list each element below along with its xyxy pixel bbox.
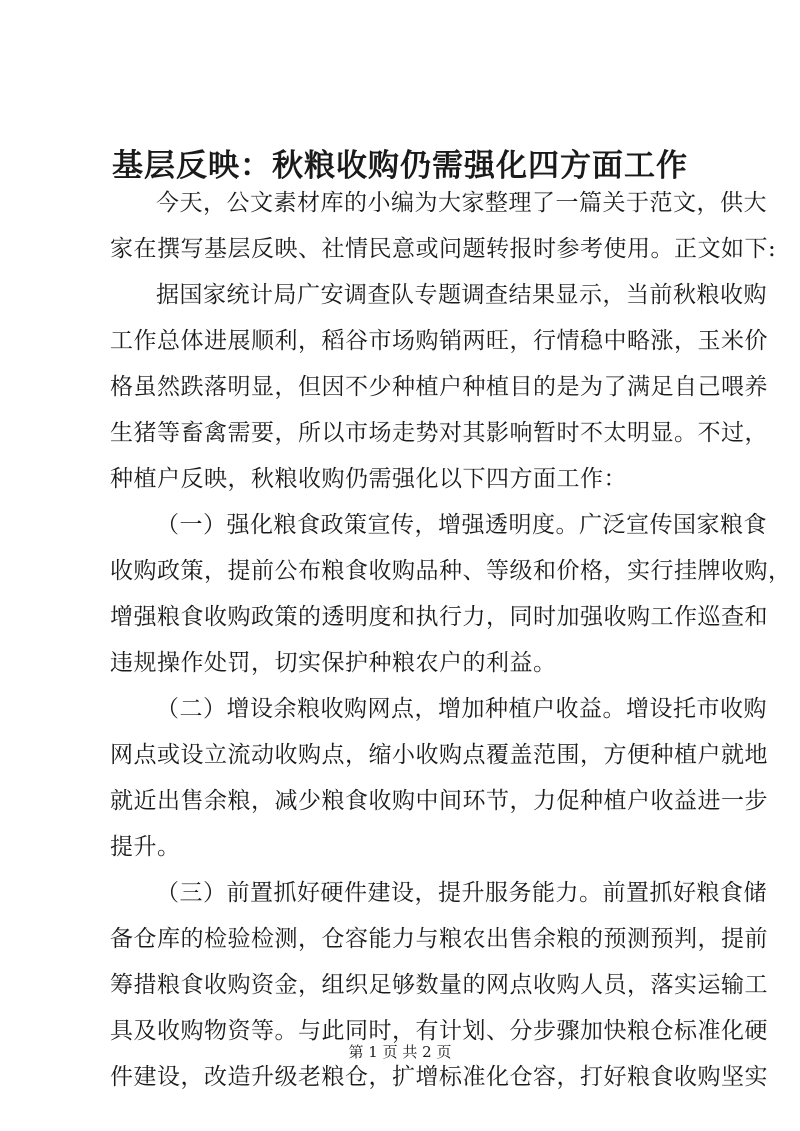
paragraph-4-line-3: 就近出售余粮，减少粮食收购中间环节，力促种植户收益进一步 xyxy=(110,788,768,814)
paragraph-2-line-3: 格虽然跌落明显，但因不少种植户种植目的是为了满足自己喂养 xyxy=(110,374,768,400)
paragraph-2-line-5: 种植户反映，秋粮收购仍需强化以下四方面工作： xyxy=(110,466,627,492)
paragraph-5-line-2: 备仓库的检验检测，仓容能力与粮农出售余粮的预测预判，提前 xyxy=(110,926,768,952)
paragraph-5-line-5: 件建设，改造升级老粮仓，扩增标准化仓容，打好粮食收购坚实 xyxy=(110,1064,768,1090)
paragraph-5-line-4: 具及收购物资等。与此同时，有计划、分步骤加快粮仓标准化硬 xyxy=(110,1018,768,1044)
paragraph-5-line-3: 筹措粮食收购资金，组织足够数量的网点收购人员，落实运输工 xyxy=(110,972,768,998)
paragraph-3-line-1: （一）强化粮食政策宣传，增强透明度。广泛宣传国家粮食 xyxy=(156,512,767,538)
paragraph-1-line-1: 今天，公文素材库的小编为大家整理了一篇关于范文，供大 xyxy=(156,190,767,216)
paragraph-3-line-2: 收购政策，提前公布粮食收购品种、等级和价格，实行挂牌收购， xyxy=(110,558,792,584)
paragraph-2-line-4: 生猪等畜禽需要，所以市场走势对其影响暂时不太明显。不过， xyxy=(110,420,768,446)
paragraph-2-line-1: 据国家统计局广安调查队专题调查结果显示，当前秋粮收购 xyxy=(156,282,767,308)
paragraph-3-line-3: 增强粮食收购政策的透明度和执行力，同时加强收购工作巡查和 xyxy=(110,604,768,630)
page-number-footer: 第 1 页 共 2 页 xyxy=(348,1043,452,1061)
paragraph-4-line-4: 提升。 xyxy=(110,834,181,860)
paragraph-1-line-2: 家在撰写基层反映、社情民意或问题转报时参考使用。正文如下: xyxy=(110,236,777,262)
document-title: 基层反映：秋粮收购仍需强化四方面工作 xyxy=(112,148,688,184)
paragraph-3-line-4: 违规操作处罚，切实保护种粮农户的利益。 xyxy=(110,650,557,676)
paragraph-5-line-1: （三）前置抓好硬件建设，提升服务能力。前置抓好粮食储 xyxy=(156,880,767,906)
paragraph-2-line-2: 工作总体进展顺利，稻谷市场购销两旺，行情稳中略涨，玉米价 xyxy=(110,328,768,354)
paragraph-4-line-2: 网点或设立流动收购点，缩小收购点覆盖范围，方便种植户就地 xyxy=(110,742,768,768)
paragraph-4-line-1: （二）增设余粮收购网点，增加种植户收益。增设托市收购 xyxy=(156,696,767,722)
document-body xyxy=(110,180,792,1100)
